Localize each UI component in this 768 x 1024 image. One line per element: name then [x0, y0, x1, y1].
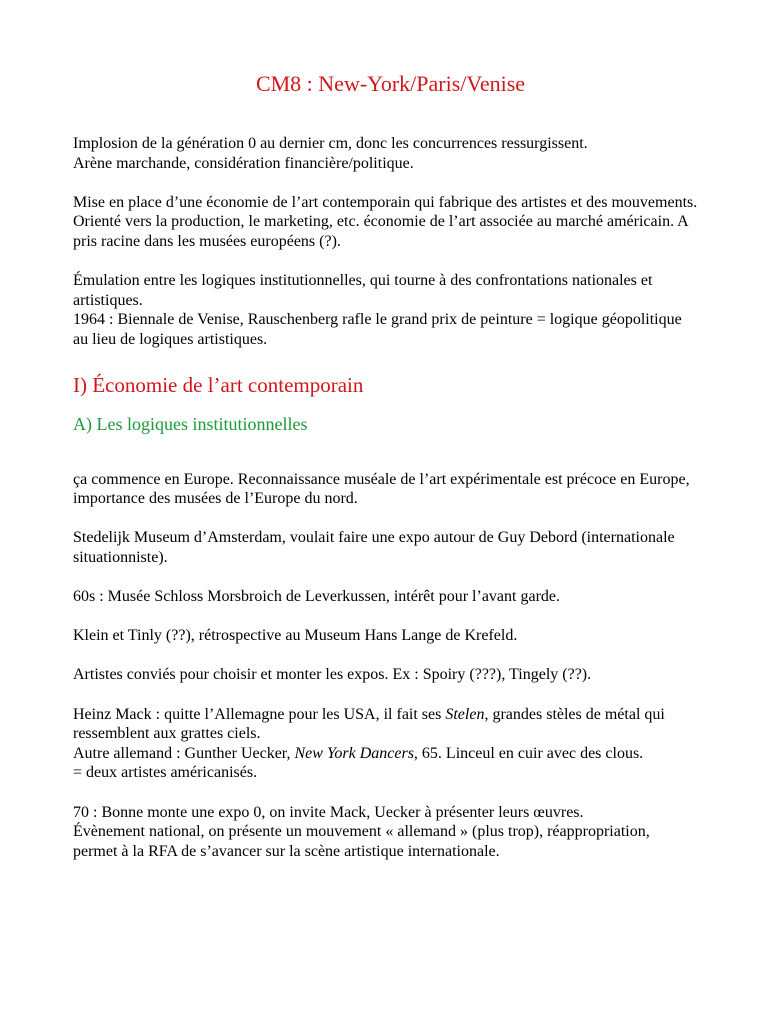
intro-paragraph-3 [73, 271, 698, 349]
document-page [73, 70, 698, 881]
text-line: Klein et Tinly (??), rétrospective au Museum Hans Lange de Krefeld. [73, 627, 518, 645]
text-line: = deux artistes américanisés. [73, 764, 258, 782]
text-line [73, 705, 698, 744]
text-line: Émulation entre les logiques institutionnelles, qui tourne à des confrontations nationales et artistiques. [73, 272, 653, 309]
body-paragraph [73, 470, 698, 509]
artwork-title: New York Dancers [294, 744, 414, 762]
body-paragraph [73, 587, 698, 607]
document-title: CM8 : New-York/Paris/Venise [255, 71, 526, 96]
body-paragraph [73, 665, 698, 685]
text-line [73, 744, 698, 764]
artwork-title: Stelen [445, 705, 485, 723]
subsection-heading: A) Les logiques institutionnelles [73, 413, 308, 434]
text-line: 70 : Bonne monte une expo 0, on invite Mack, Uecker à présenter leurs œuvres. [73, 803, 584, 821]
body-paragraph [73, 626, 698, 646]
text-run: Heinz Mack : quitte l’Allemagne pour les USA, il fait ses [73, 705, 446, 723]
text-line: ça commence en Europe. Reconnaissance muséale de l’art expérimentale est précoce en Europe, importance des musées de l’Europe du nord. [73, 470, 690, 508]
text-run: Autre allemand : Gunther Uecker, [73, 744, 295, 762]
section-heading: I) Économie de l’art contemporain [73, 372, 364, 397]
text-line: Arène marchande, considération financière/politique. [73, 154, 414, 172]
text-line: Implosion de la génération 0 au dernier cm, donc les concurrences ressurgissent. [73, 135, 588, 152]
text-run: , 65. Linceul en cuir avec des clous. [413, 744, 644, 762]
text-line: 60s : Musée Schloss Morsbroich de Leverkussen, intérêt pour l’avant garde. [73, 588, 560, 606]
body-paragraph [73, 528, 698, 567]
body-paragraph [73, 705, 698, 783]
text-line: Mise en place d’une économie de l’art contemporain qui fabrique des artistes et des mouvements. [73, 193, 698, 211]
text-line: Orienté vers la production, le marketing, etc. économie de l’art associée au marché américain. A pris racine dans les musées européens (?). [73, 213, 688, 250]
text-run: , grandes stèles de métal qui ressemblent aux grattes ciels. [73, 705, 665, 743]
text-line: 1964 : Biennale de Venise, Rauschenberg rafle le grand prix de peinture = logique géopolitique au lieu de logiques artistiques. [73, 311, 682, 348]
text-line: Artistes conviés pour choisir et monter les expos. Ex : Spoiry (???), Tingely (??). [73, 666, 592, 684]
text-line: Évènement national, on présente un mouvement « allemand » (plus trop), réappropriation, permet à la RFA de s’avancer sur la scène artistique internationale. [73, 823, 650, 860]
text-line: Stedelijk Museum d’Amsterdam, voulait faire une expo autour de Guy Debord (internationale situationniste). [73, 529, 675, 566]
intro-paragraph-1 [73, 134, 698, 173]
intro-paragraph-2 [73, 193, 698, 252]
body-paragraph [73, 803, 698, 862]
